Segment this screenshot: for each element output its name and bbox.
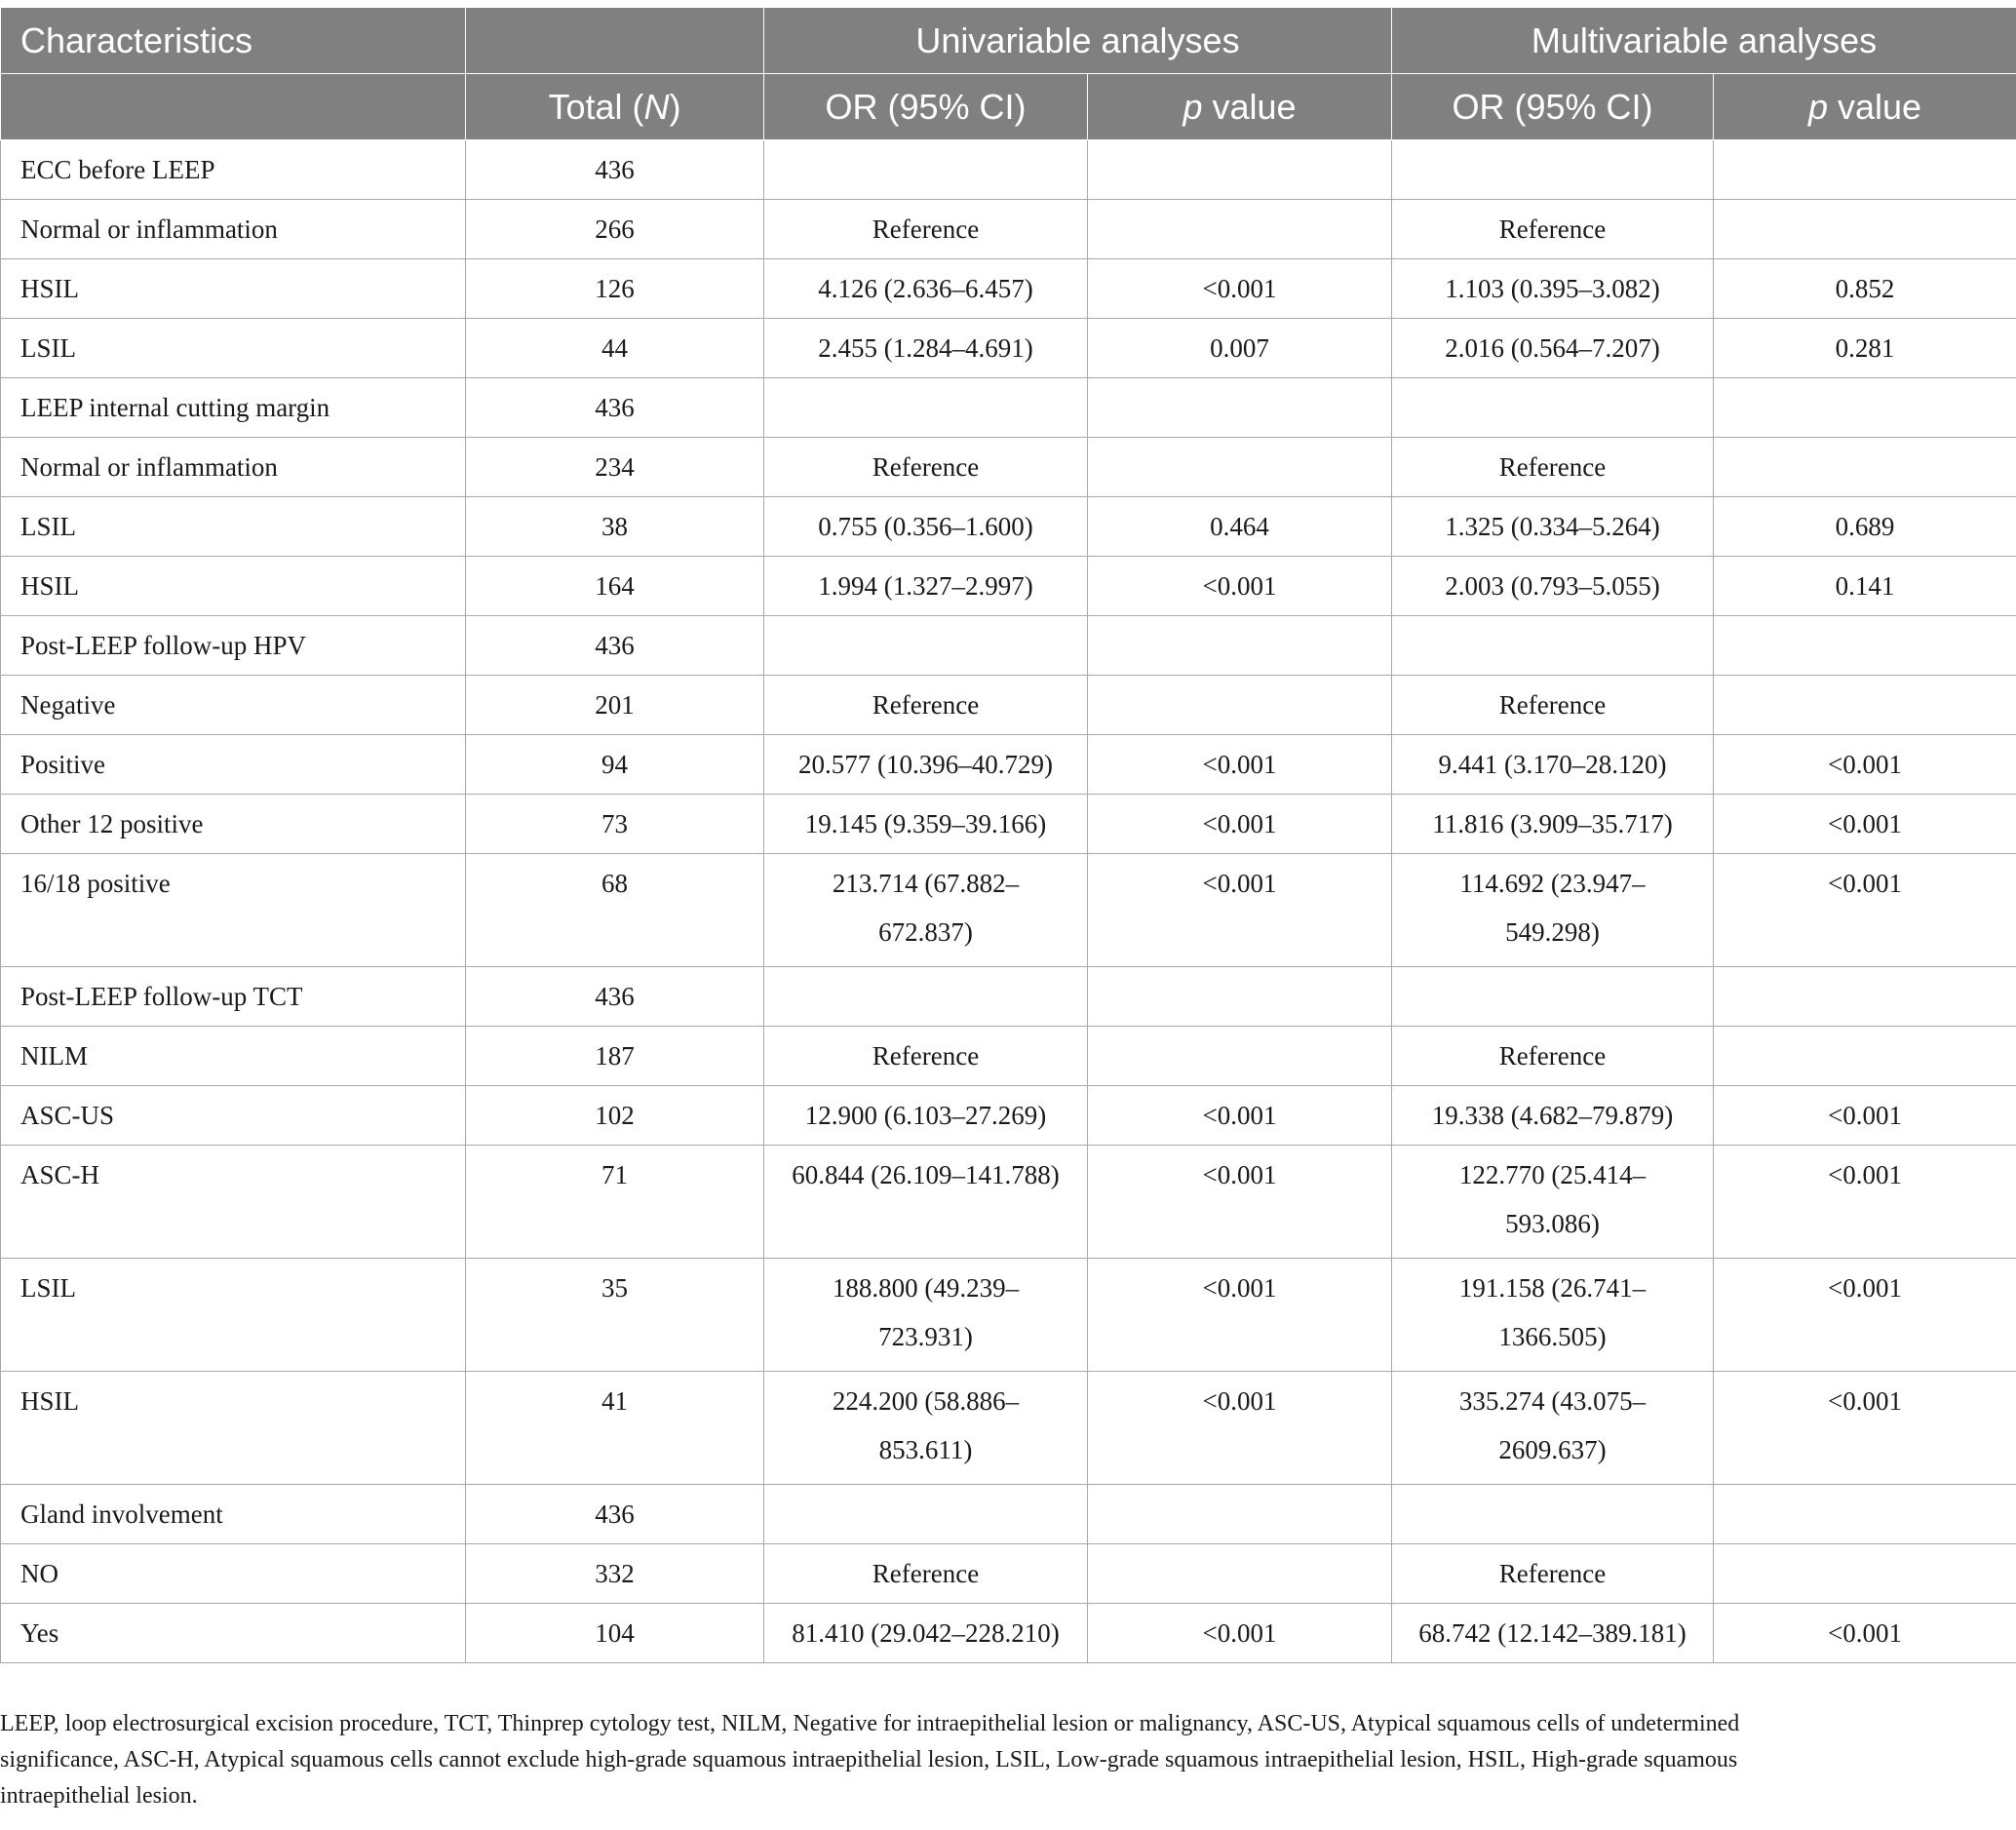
regression-table (0, 8, 2016, 1663)
cell-uni-p (1088, 140, 1392, 200)
cell-multi-p (1714, 557, 2016, 616)
table-row (1, 438, 2016, 497)
footnote-line-3: intraepithelial lesion. (0, 1783, 198, 1809)
cell-characteristic-text: HSIL (20, 1386, 79, 1416)
cell-multi-or (1392, 1604, 1714, 1663)
cell-total-text: 436 (595, 982, 635, 1011)
cell-multi-or (1392, 200, 1714, 259)
cell-uni-p (1088, 795, 1392, 854)
cell-characteristic (1, 735, 466, 795)
table-row (1, 1544, 2016, 1604)
header-uni-or: OR (95% CI) (764, 74, 1088, 140)
cell-characteristic (1, 795, 466, 854)
table-row (1, 1372, 2016, 1485)
cell-multi-p (1714, 676, 2016, 735)
cell-multi-or (1392, 497, 1714, 557)
cell-uni-p-text: <0.001 (1202, 750, 1277, 779)
cell-total (466, 200, 764, 259)
table-row (1, 1146, 2016, 1259)
cell-characteristic-text: Gland involvement (20, 1499, 223, 1529)
header-blank-2 (1, 74, 466, 140)
cell-total (466, 1372, 764, 1485)
cell-multi-p (1714, 319, 2016, 378)
cell-uni-p (1088, 378, 1392, 438)
cell-multi-or-text: 19.338 (4.682–79.879) (1431, 1101, 1674, 1130)
cell-uni-or-text: 0.755 (0.356–1.600) (818, 512, 1033, 541)
cell-uni-p-text: 0.007 (1210, 333, 1269, 363)
cell-multi-or (1392, 1086, 1714, 1146)
cell-uni-or (764, 735, 1088, 795)
cell-characteristic-text: 16/18 positive (20, 869, 171, 898)
cell-uni-p (1088, 1086, 1392, 1146)
cell-characteristic (1, 676, 466, 735)
cell-total-text: 35 (601, 1273, 628, 1303)
table-row (1, 497, 2016, 557)
header-total-suffix: ) (669, 86, 681, 127)
cell-uni-p-text: <0.001 (1202, 1101, 1277, 1130)
cell-multi-or (1392, 735, 1714, 795)
cell-total-text: 164 (595, 571, 635, 601)
header-uni-p-italic: p (1182, 86, 1203, 127)
cell-multi-p (1714, 1604, 2016, 1663)
cell-characteristic (1, 1544, 466, 1604)
cell-multi-p-text: <0.001 (1828, 750, 1902, 779)
cell-characteristic (1, 1027, 466, 1086)
table-row (1, 1485, 2016, 1544)
cell-total (466, 319, 764, 378)
cell-characteristic-text: ASC-US (20, 1101, 115, 1130)
cell-uni-or (764, 1259, 1088, 1372)
cell-multi-p (1714, 1372, 2016, 1485)
cell-total (466, 378, 764, 438)
cell-uni-p (1088, 259, 1392, 319)
cell-multi-p-text: 0.689 (1835, 512, 1895, 541)
cell-characteristic (1, 497, 466, 557)
cell-uni-p-text: <0.001 (1202, 1273, 1277, 1303)
header-total-n: N (643, 86, 670, 127)
cell-total-text: 332 (595, 1559, 635, 1588)
table-row (1, 676, 2016, 735)
cell-uni-or-text: 20.577 (10.396–40.729) (798, 750, 1053, 779)
cell-characteristic (1, 1372, 466, 1485)
cell-multi-p (1714, 795, 2016, 854)
cell-uni-or (764, 967, 1088, 1027)
cell-characteristic-text: Normal or inflammation (20, 214, 278, 244)
cell-characteristic (1, 378, 466, 438)
cell-total-text: 436 (595, 155, 635, 184)
cell-multi-p (1714, 497, 2016, 557)
cell-uni-or (764, 1146, 1088, 1259)
cell-uni-or-text: 19.145 (9.359–39.166) (804, 809, 1047, 838)
cell-characteristic (1, 616, 466, 676)
cell-multi-or (1392, 616, 1714, 676)
cell-multi-or (1392, 438, 1714, 497)
cell-uni-or (764, 378, 1088, 438)
cell-multi-p-text: <0.001 (1828, 1618, 1902, 1648)
cell-multi-p-text: 0.141 (1835, 571, 1895, 601)
cell-uni-p-text: <0.001 (1202, 869, 1277, 898)
cell-uni-or (764, 1027, 1088, 1086)
cell-multi-p-text: 0.852 (1835, 274, 1895, 303)
cell-uni-p (1088, 1604, 1392, 1663)
cell-total (466, 735, 764, 795)
cell-characteristic (1, 200, 466, 259)
cell-characteristic-text: LEEP internal cutting margin (20, 393, 330, 422)
cell-multi-p-text: <0.001 (1828, 1273, 1902, 1303)
cell-multi-or (1392, 140, 1714, 200)
cell-uni-or (764, 1485, 1088, 1544)
cell-multi-p-text: 0.281 (1835, 333, 1895, 363)
table-row (1, 967, 2016, 1027)
cell-multi-or-text: Reference (1498, 690, 1607, 720)
cell-characteristic-text: Yes (20, 1618, 59, 1648)
footnote-line-2: significance, ASC-H, Atypical squamous cells cannot exclude high-grade squamous intraepithelial lesion, LSIL, Low-grade squamous intraepithelial lesion, HSIL, High-grade squamous (0, 1747, 1738, 1772)
cell-total-text: 44 (601, 333, 628, 363)
cell-multi-p (1714, 200, 2016, 259)
cell-uni-p (1088, 735, 1392, 795)
cell-multi-p (1714, 967, 2016, 1027)
cell-multi-or-text: 191.158 (26.741– (1458, 1273, 1647, 1303)
cell-total-text: 68 (601, 869, 628, 898)
table-row (1, 1086, 2016, 1146)
cell-uni-p-text: <0.001 (1202, 274, 1277, 303)
header-multi-or: OR (95% CI) (1392, 74, 1714, 140)
cell-multi-or (1392, 1372, 1714, 1485)
cell-uni-or-text-cont: 723.931) (878, 1322, 973, 1351)
header-total-prefix: Total ( (548, 86, 644, 127)
cell-multi-p (1714, 616, 2016, 676)
cell-multi-or (1392, 854, 1714, 967)
cell-uni-or-text: Reference (872, 214, 980, 244)
cell-multi-p-text: <0.001 (1828, 1386, 1902, 1416)
header-total (466, 74, 764, 140)
cell-characteristic (1, 1485, 466, 1544)
cell-characteristic (1, 438, 466, 497)
cell-characteristic-text: NILM (20, 1041, 88, 1071)
cell-characteristic-text: Post-LEEP follow-up HPV (20, 631, 307, 660)
cell-total (466, 438, 764, 497)
cell-uni-or-text: 1.994 (1.327–2.997) (818, 571, 1033, 601)
header-uni-p (1088, 74, 1392, 140)
cell-characteristic (1, 967, 466, 1027)
cell-uni-or (764, 616, 1088, 676)
cell-uni-p (1088, 557, 1392, 616)
table-header (1, 8, 2016, 140)
table-row (1, 1604, 2016, 1663)
cell-total (466, 854, 764, 967)
cell-total (466, 140, 764, 200)
cell-multi-p (1714, 438, 2016, 497)
cell-total-text: 234 (595, 452, 635, 482)
cell-uni-or-text: Reference (872, 452, 980, 482)
cell-total-text: 126 (595, 274, 635, 303)
cell-multi-or-text-cont: 1366.505) (1498, 1322, 1607, 1351)
cell-multi-or-text: 114.692 (23.947– (1459, 869, 1646, 898)
cell-total-text: 436 (595, 1499, 635, 1529)
cell-multi-p (1714, 1027, 2016, 1086)
cell-total (466, 1086, 764, 1146)
cell-characteristic (1, 557, 466, 616)
cell-uni-p (1088, 616, 1392, 676)
cell-multi-p (1714, 259, 2016, 319)
cell-multi-p-text: <0.001 (1828, 869, 1902, 898)
cell-characteristic-text: LSIL (20, 512, 76, 541)
cell-uni-p (1088, 438, 1392, 497)
table-footnote (0, 1706, 1950, 1814)
cell-characteristic (1, 1146, 466, 1259)
cell-multi-or (1392, 1485, 1714, 1544)
cell-multi-or (1392, 319, 1714, 378)
cell-total (466, 1485, 764, 1544)
cell-characteristic (1, 1604, 466, 1663)
cell-uni-or-text: 4.126 (2.636–6.457) (818, 274, 1033, 303)
cell-multi-or-text: 122.770 (25.414– (1458, 1160, 1647, 1189)
cell-uni-or-text-cont: 853.611) (878, 1435, 973, 1464)
cell-uni-or-text: 213.714 (67.882– (832, 869, 1020, 898)
table-row (1, 1259, 2016, 1372)
cell-multi-p-text: <0.001 (1828, 1101, 1902, 1130)
cell-multi-p (1714, 1146, 2016, 1259)
cell-total (466, 795, 764, 854)
cell-multi-p (1714, 1086, 2016, 1146)
cell-uni-or-text: 188.800 (49.239– (832, 1273, 1020, 1303)
cell-uni-or (764, 1604, 1088, 1663)
cell-total (466, 1146, 764, 1259)
cell-uni-or (764, 497, 1088, 557)
header-uni-p-rest: value (1202, 86, 1297, 127)
cell-uni-or (764, 1544, 1088, 1604)
cell-multi-or-text: Reference (1498, 1559, 1607, 1588)
cell-total-text: 201 (595, 690, 635, 720)
cell-multi-p-text: <0.001 (1828, 1160, 1902, 1189)
cell-multi-p (1714, 378, 2016, 438)
cell-uni-or (764, 557, 1088, 616)
cell-uni-p-text: <0.001 (1202, 1160, 1277, 1189)
cell-multi-p (1714, 1544, 2016, 1604)
cell-uni-p (1088, 676, 1392, 735)
table-row (1, 200, 2016, 259)
cell-uni-or-text: 60.844 (26.109–141.788) (792, 1160, 1060, 1189)
cell-uni-or (764, 1086, 1088, 1146)
table-row (1, 259, 2016, 319)
cell-total (466, 1027, 764, 1086)
header-blank (466, 8, 764, 74)
table-row (1, 616, 2016, 676)
header-univariable: Univariable analyses (764, 8, 1392, 74)
cell-uni-p (1088, 1544, 1392, 1604)
cell-uni-or (764, 259, 1088, 319)
cell-multi-or-text: 9.441 (3.170–28.120) (1438, 750, 1667, 779)
cell-uni-p-text: <0.001 (1202, 571, 1277, 601)
table-row (1, 1027, 2016, 1086)
cell-multi-or (1392, 259, 1714, 319)
cell-multi-or (1392, 967, 1714, 1027)
cell-characteristic (1, 854, 466, 967)
cell-uni-or-text: Reference (872, 1559, 980, 1588)
cell-total (466, 1259, 764, 1372)
cell-uni-p (1088, 1027, 1392, 1086)
cell-uni-p (1088, 319, 1392, 378)
cell-multi-or (1392, 557, 1714, 616)
cell-uni-or-text: 12.900 (6.103–27.269) (804, 1101, 1047, 1130)
cell-uni-or (764, 438, 1088, 497)
cell-total-text: 436 (595, 631, 635, 660)
header-multi-p (1714, 74, 2016, 140)
cell-characteristic (1, 259, 466, 319)
table-body (1, 140, 2016, 1663)
cell-multi-or-text-cont: 2609.637) (1498, 1435, 1607, 1464)
cell-total-text: 104 (595, 1618, 635, 1648)
cell-uni-or-text: 224.200 (58.886– (832, 1386, 1020, 1416)
cell-characteristic-text: HSIL (20, 571, 79, 601)
cell-total (466, 259, 764, 319)
cell-multi-or (1392, 676, 1714, 735)
cell-characteristic-text: Post-LEEP follow-up TCT (20, 982, 303, 1011)
header-multi-p-italic: p (1807, 86, 1828, 127)
cell-multi-or-text: 1.103 (0.395–3.082) (1445, 274, 1660, 303)
cell-uni-or (764, 140, 1088, 200)
cell-characteristic (1, 1086, 466, 1146)
cell-total-text: 38 (601, 512, 628, 541)
header-multivariable: Multivariable analyses (1392, 8, 2016, 74)
cell-total (466, 676, 764, 735)
cell-multi-p (1714, 854, 2016, 967)
cell-multi-or (1392, 378, 1714, 438)
cell-uni-p (1088, 200, 1392, 259)
cell-total (466, 497, 764, 557)
table-row (1, 378, 2016, 438)
table-row (1, 557, 2016, 616)
cell-uni-p (1088, 497, 1392, 557)
cell-uni-p (1088, 1372, 1392, 1485)
cell-uni-or (764, 854, 1088, 967)
cell-multi-or-text: 335.274 (43.075– (1458, 1386, 1647, 1416)
cell-total-text: 436 (595, 393, 635, 422)
header-multi-p-rest: value (1827, 86, 1922, 127)
cell-multi-or (1392, 1259, 1714, 1372)
cell-characteristic-text: NO (20, 1559, 58, 1588)
cell-multi-p (1714, 1485, 2016, 1544)
cell-multi-or-text: 68.742 (12.142–389.181) (1418, 1618, 1686, 1648)
cell-characteristic-text: Positive (20, 750, 106, 779)
cell-characteristic-text: ECC before LEEP (20, 155, 215, 184)
cell-uni-or-text: Reference (872, 690, 980, 720)
cell-total-text: 41 (601, 1386, 628, 1416)
cell-multi-p-text: <0.001 (1828, 809, 1902, 838)
cell-characteristic-text: HSIL (20, 274, 79, 303)
cell-uni-p-text: <0.001 (1202, 809, 1277, 838)
cell-multi-or-text-cont: 593.086) (1505, 1209, 1600, 1238)
cell-multi-or (1392, 1544, 1714, 1604)
header-characteristics: Characteristics (1, 8, 466, 74)
cell-characteristic (1, 1259, 466, 1372)
cell-multi-or (1392, 1146, 1714, 1259)
cell-multi-or-text: 11.816 (3.909–35.717) (1432, 809, 1673, 838)
cell-uni-or (764, 319, 1088, 378)
cell-multi-or-text: Reference (1498, 214, 1607, 244)
cell-characteristic (1, 319, 466, 378)
cell-total (466, 1544, 764, 1604)
cell-uni-p-text: <0.001 (1202, 1386, 1277, 1416)
cell-multi-or-text: 2.016 (0.564–7.207) (1445, 333, 1660, 363)
cell-uni-or (764, 1372, 1088, 1485)
cell-uni-p (1088, 1146, 1392, 1259)
cell-uni-p (1088, 1485, 1392, 1544)
cell-uni-or (764, 795, 1088, 854)
cell-total (466, 557, 764, 616)
cell-multi-or (1392, 1027, 1714, 1086)
cell-characteristic-text: Other 12 positive (20, 809, 204, 838)
table-row (1, 735, 2016, 795)
cell-uni-or-text: 81.410 (29.042–228.210) (792, 1618, 1060, 1648)
cell-multi-p (1714, 140, 2016, 200)
table-row (1, 795, 2016, 854)
table-row (1, 140, 2016, 200)
cell-total (466, 967, 764, 1027)
cell-characteristic-text: LSIL (20, 333, 76, 363)
cell-uni-p (1088, 967, 1392, 1027)
cell-uni-p (1088, 854, 1392, 967)
cell-total-text: 73 (601, 809, 628, 838)
cell-multi-or-text: 1.325 (0.334–5.264) (1445, 512, 1660, 541)
table-row (1, 854, 2016, 967)
cell-total-text: 266 (595, 214, 635, 244)
cell-multi-or-text: Reference (1498, 452, 1607, 482)
cell-characteristic-text: ASC-H (20, 1160, 100, 1189)
cell-total-text: 94 (601, 750, 628, 779)
cell-multi-p (1714, 1259, 2016, 1372)
cell-uni-or-text-cont: 672.837) (878, 917, 973, 947)
cell-total (466, 1604, 764, 1663)
cell-total-text: 71 (601, 1160, 628, 1189)
cell-multi-or (1392, 795, 1714, 854)
cell-uni-or-text: Reference (872, 1041, 980, 1071)
cell-characteristic-text: Negative (20, 690, 116, 720)
cell-total (466, 616, 764, 676)
cell-multi-or-text-cont: 549.298) (1505, 917, 1600, 947)
cell-multi-p (1714, 735, 2016, 795)
cell-total-text: 187 (595, 1041, 635, 1071)
cell-multi-or-text: 2.003 (0.793–5.055) (1445, 571, 1660, 601)
cell-uni-or (764, 200, 1088, 259)
cell-uni-p-text: 0.464 (1210, 512, 1269, 541)
cell-uni-p (1088, 1259, 1392, 1372)
cell-multi-or-text: Reference (1498, 1041, 1607, 1071)
cell-uni-or (764, 676, 1088, 735)
cell-characteristic-text: LSIL (20, 1273, 76, 1303)
cell-uni-p-text: <0.001 (1202, 1618, 1277, 1648)
cell-characteristic-text: Normal or inflammation (20, 452, 278, 482)
cell-total-text: 102 (595, 1101, 635, 1130)
cell-characteristic (1, 140, 466, 200)
footnote-line-1: LEEP, loop electrosurgical excision procedure, TCT, Thinprep cytology test, NILM, Negative for intraepithelial lesion or malignancy, ASC-US, Atypical squamous cells of undetermined (0, 1711, 1740, 1736)
table-wrapper (0, 8, 2016, 1663)
table-row (1, 319, 2016, 378)
cell-uni-or-text: 2.455 (1.284–4.691) (818, 333, 1033, 363)
